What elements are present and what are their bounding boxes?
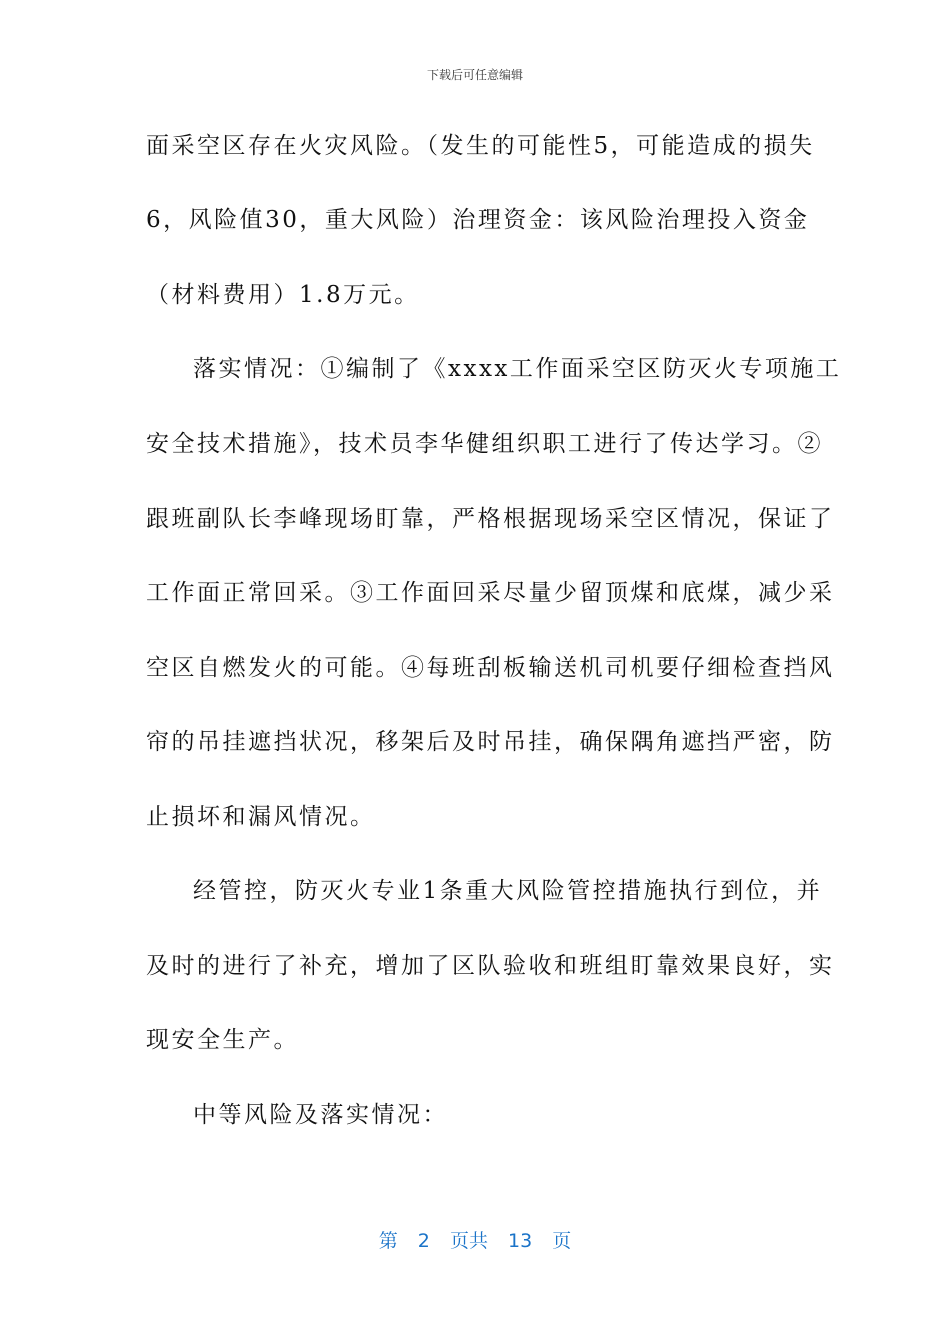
text-line: 现安全生产。 — [146, 1027, 299, 1053]
footer-middle: 页共 — [449, 1230, 488, 1252]
text-line: 中等风险及落实情况： — [193, 1102, 448, 1128]
text-line: 落实情况：①编制了《xxxx工作面采空区防灭火专项施工 — [193, 356, 842, 382]
text-line: 经管控，防灭火专业1条重大风险管控措施执行到位，并 — [193, 878, 823, 904]
text-line: 帘的吊挂遮挡状况，移架后及时吊挂，确保隅角遮挡严密，防 — [146, 729, 835, 755]
text-line: 安全技术措施》，技术员李华健组织职工进行了传达学习。② — [146, 431, 823, 457]
footer-prefix: 第 — [378, 1230, 398, 1252]
text-line: 面采空区存在火灾风险。（发生的可能性5，可能造成的损失 — [146, 133, 815, 159]
text-line: 6，风险值30，重大风险）治理资金：该风险治理投入资金 — [146, 207, 810, 233]
page-footer — [0, 1226, 950, 1253]
text-line: 工作面正常回采。③工作面回采尽量少留顶煤和底煤，减少采 — [146, 580, 835, 606]
footer-page-number: 2 — [417, 1230, 430, 1252]
text-line: 止损坏和漏风情况。 — [146, 804, 376, 830]
page-header: 下载后可任意编辑 — [426, 68, 523, 82]
text-line: 跟班副队长李峰现场盯靠，严格根据现场采空区情况，保证了 — [146, 506, 835, 532]
text-line: （材料费用）1.8万元。 — [146, 282, 420, 308]
footer-total-pages: 13 — [508, 1230, 533, 1252]
text-line: 空区自燃发火的可能。④每班刮板输送机司机要仔细检查挡风 — [146, 655, 835, 681]
footer-suffix: 页 — [552, 1230, 572, 1252]
text-line: 及时的进行了补充，增加了区队验收和班组盯靠效果良好，实 — [146, 953, 835, 979]
